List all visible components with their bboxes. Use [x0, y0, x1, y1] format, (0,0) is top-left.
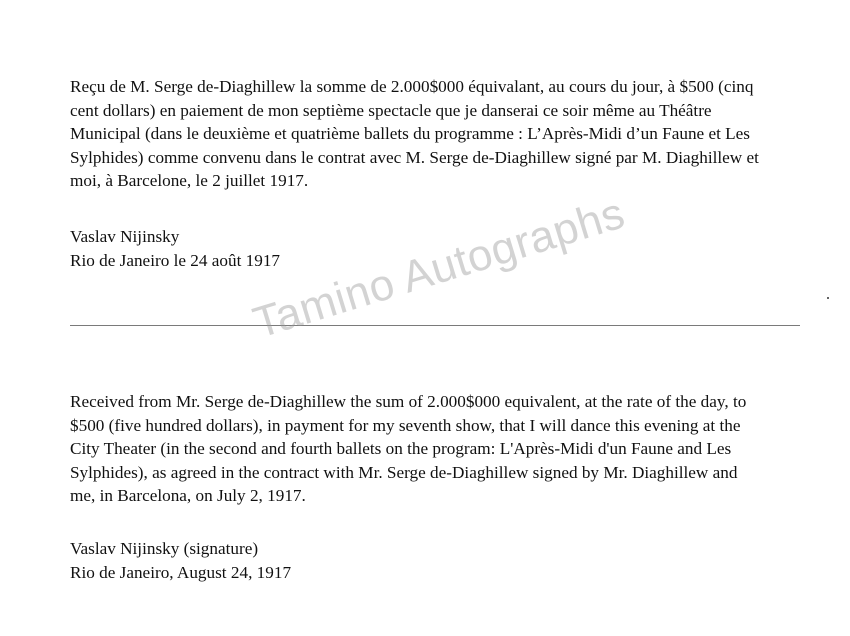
french-receipt-line: Reçu de M. Serge de-Diaghillew la somme de 2.000$000 équivalant, au cours du jour, à $500 (cinq	[70, 77, 754, 96]
french-signature-block	[70, 225, 810, 272]
english-place-date: Rio de Janeiro, August 24, 1917	[70, 562, 292, 582]
english-signature-block	[70, 537, 810, 584]
french-receipt-line: Municipal (dans le deuxième et quatrième ballets du programme : L’Après-Midi d’un Faune et Les	[70, 124, 750, 144]
english-receipt-text	[70, 390, 810, 508]
english-receipt-line: me, in Barcelona, on July 2, 1917.	[70, 486, 306, 506]
english-receipt-line: $500 (five hundred dollars), in payment for my seventh show, that I will dance this evening at the	[70, 415, 741, 435]
stray-dot	[827, 297, 829, 299]
english-signatory: Vaslav Nijinsky (signature)	[70, 539, 259, 558]
french-place-date: Rio de Janeiro le 24 août 1917	[70, 250, 281, 270]
french-receipt-text	[70, 75, 810, 193]
english-receipt-line: City Theater (in the second and fourth ballets on the program: L'Après-Midi d'un Faune and Les	[70, 439, 732, 459]
french-receipt-line: cent dollars) en paiement de mon septième spectacle que je danserai ce soir même au Théâtre	[70, 100, 712, 120]
section-divider	[70, 325, 800, 326]
english-receipt-line: Received from Mr. Serge de-Diaghillew the sum of 2.000$000 equivalent, at the rate of the day, to	[70, 392, 747, 411]
french-receipt-line: Sylphides) comme convenu dans le contrat avec M. Serge de-Diaghillew signé par M. Diaghillew et	[70, 147, 759, 167]
watermark-text: Tamino Autographs	[247, 188, 631, 348]
french-signatory: Vaslav Nijinsky	[70, 227, 180, 246]
french-receipt-line: moi, à Barcelone, le 2 juillet 1917.	[70, 171, 309, 191]
english-receipt-line: Sylphides), as agreed in the contract with Mr. Serge de-Diaghillew signed by Mr. Diaghillew and	[70, 462, 738, 482]
